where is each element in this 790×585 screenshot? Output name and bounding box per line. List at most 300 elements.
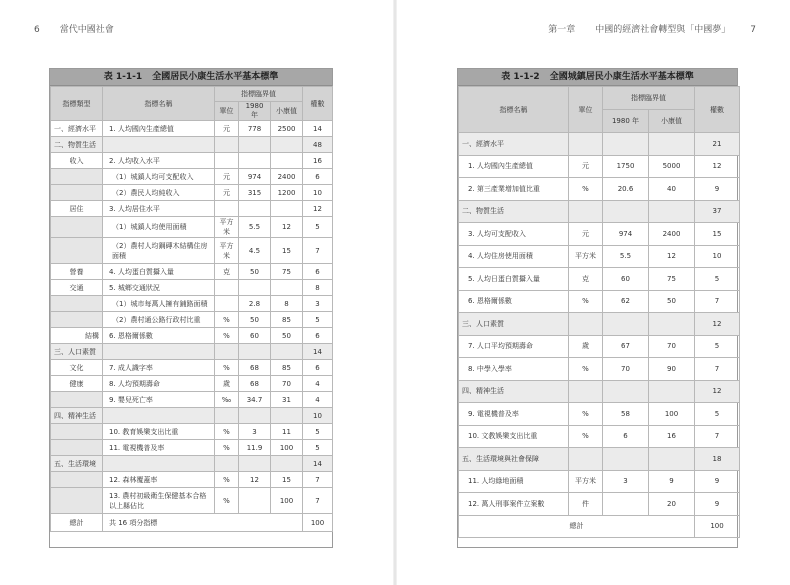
right-table-caption <box>458 69 737 86</box>
xiaokang-cell: 75 <box>649 268 695 291</box>
value-1980-cell <box>239 153 271 169</box>
left-table-caption <box>50 69 332 86</box>
unit-cell <box>215 296 239 312</box>
total-label: 總計 <box>51 514 103 532</box>
weight-cell: 6 <box>303 264 333 280</box>
xiaokang-cell: 100 <box>271 440 303 456</box>
table-row <box>459 335 740 358</box>
indicator-cell: 12. 萬人刑事案件立案數 <box>459 493 569 516</box>
weight-cell: 7 <box>303 238 333 264</box>
weight-cell: 12 <box>695 313 740 336</box>
section-row <box>459 313 740 336</box>
xiaokang-cell <box>271 201 303 217</box>
indicator-cell: 四、精神生活 <box>459 380 569 403</box>
unit-cell: 克 <box>215 264 239 280</box>
unit-cell <box>215 456 239 472</box>
value-1980-cell: 6 <box>603 425 649 448</box>
value-1980-cell: 67 <box>603 335 649 358</box>
weight-cell: 5 <box>695 268 740 291</box>
indicator-cell <box>103 137 215 153</box>
xiaokang-cell <box>271 137 303 153</box>
unit-cell <box>215 201 239 217</box>
left-page-number: 6 <box>34 25 40 35</box>
value-1980-cell: 60 <box>603 268 649 291</box>
xiaokang-cell: 75 <box>271 264 303 280</box>
total-label: 總計 <box>459 515 695 538</box>
weight-cell: 12 <box>303 201 333 217</box>
left-header-unit: 單位 <box>215 102 239 121</box>
indicator-cell: （1）城鎮人均可支配收入 <box>103 169 215 185</box>
xiaokang-cell: 15 <box>271 238 303 264</box>
unit-cell: % <box>215 312 239 328</box>
indicator-cell: 8. 中學入學率 <box>459 358 569 381</box>
right-chapter-label: 第一章 <box>548 25 576 35</box>
weight-cell: 8 <box>303 280 333 296</box>
value-1980-cell: 5.5 <box>603 245 649 268</box>
value-1980-cell: 68 <box>239 360 271 376</box>
table-row <box>51 408 333 424</box>
value-1980-cell: 1750 <box>603 155 649 178</box>
category-cell <box>51 440 103 456</box>
table-row <box>51 440 333 456</box>
unit-cell: % <box>215 328 239 344</box>
category-cell: 文化 <box>51 360 103 376</box>
indicator-cell: （2）農村人均鋼磚木結構住房面積 <box>103 238 215 264</box>
weight-cell: 5 <box>303 312 333 328</box>
left-header-threshold: 指標臨界值 <box>215 87 303 102</box>
value-1980-cell: 34.7 <box>239 392 271 408</box>
value-1980-cell: 12 <box>239 472 271 488</box>
category-cell: 四、精神生活 <box>51 408 103 424</box>
section-row <box>459 448 740 471</box>
value-1980-cell: 50 <box>239 264 271 280</box>
table-row <box>51 456 333 472</box>
table-row <box>51 217 333 238</box>
indicator-cell: 三、人口素質 <box>459 313 569 336</box>
table-row <box>51 185 333 201</box>
indicator-cell: 9. 嬰兒死亡率 <box>103 392 215 408</box>
value-1980-cell <box>239 137 271 153</box>
indicator-cell: 4. 人均蛋白質攝入量 <box>103 264 215 280</box>
table-row <box>51 296 333 312</box>
table-row <box>459 493 740 516</box>
category-cell: 收入 <box>51 153 103 169</box>
table-row <box>459 470 740 493</box>
category-cell <box>51 488 103 514</box>
category-cell <box>51 312 103 328</box>
xiaokang-cell: 12 <box>649 245 695 268</box>
unit-cell: 平方米 <box>215 238 239 264</box>
indicator-cell: （2）農村通公路行政村比重 <box>103 312 215 328</box>
unit-cell <box>569 380 603 403</box>
xiaokang-cell <box>271 456 303 472</box>
indicator-cell: 7. 人口平均預期壽命 <box>459 335 569 358</box>
xiaokang-cell: 9 <box>649 470 695 493</box>
weight-cell: 4 <box>303 392 333 408</box>
value-1980-cell: 974 <box>239 169 271 185</box>
table-row <box>51 360 333 376</box>
table-row <box>459 425 740 448</box>
weight-cell: 5 <box>303 424 333 440</box>
value-1980-cell <box>603 448 649 471</box>
indicator-cell: 5. 人均日蛋白質攝入量 <box>459 268 569 291</box>
value-1980-cell: 778 <box>239 121 271 137</box>
unit-cell: % <box>569 290 603 313</box>
weight-cell: 6 <box>303 169 333 185</box>
category-cell <box>51 424 103 440</box>
weight-cell: 9 <box>695 470 740 493</box>
weight-cell: 10 <box>303 185 333 201</box>
category-cell: 營養 <box>51 264 103 280</box>
weight-cell: 6 <box>303 328 333 344</box>
right-header-1980: 1980 年 <box>603 110 649 133</box>
weight-cell: 15 <box>695 223 740 246</box>
table-row <box>51 201 333 217</box>
table-row <box>51 328 333 344</box>
weight-cell: 9 <box>695 493 740 516</box>
right-header-indicator: 指標名稱 <box>459 87 569 133</box>
category-cell: 一、經濟水平 <box>51 121 103 137</box>
right-header-xiaokang: 小康值 <box>649 110 695 133</box>
unit-cell: 元 <box>215 169 239 185</box>
xiaokang-cell <box>271 153 303 169</box>
right-table-card <box>457 68 738 548</box>
unit-cell: 元 <box>215 185 239 201</box>
left-table-card <box>49 68 333 548</box>
left-table-body <box>51 121 333 532</box>
weight-cell: 5 <box>695 403 740 426</box>
xiaokang-cell: 85 <box>271 360 303 376</box>
unit-cell: 平方米 <box>569 245 603 268</box>
weight-cell: 7 <box>303 472 333 488</box>
left-header-indicator: 指標名稱 <box>103 87 215 121</box>
indicator-cell: 1. 人均國內生產總值 <box>459 155 569 178</box>
indicator-cell: 五、生活環境與社會保障 <box>459 448 569 471</box>
unit-cell: 元 <box>569 223 603 246</box>
total-indicator-count: 共 16 項分指標 <box>103 514 303 532</box>
unit-cell: ‰ <box>215 392 239 408</box>
right-header-unit: 單位 <box>569 87 603 133</box>
table-row <box>51 264 333 280</box>
value-1980-cell: 58 <box>603 403 649 426</box>
unit-cell: 克 <box>569 268 603 291</box>
unit-cell: 歲 <box>569 335 603 358</box>
right-caption-title: 全國城鎮居民小康生活水平基本標準 <box>549 72 694 82</box>
xiaokang-cell: 16 <box>649 425 695 448</box>
weight-cell: 21 <box>695 133 740 156</box>
indicator-cell <box>103 344 215 360</box>
total-row <box>459 515 740 538</box>
weight-cell: 18 <box>695 448 740 471</box>
value-1980-cell: 2.8 <box>239 296 271 312</box>
weight-cell: 6 <box>303 360 333 376</box>
xiaokang-cell: 90 <box>649 358 695 381</box>
indicator-cell: 4. 人均住房使用面積 <box>459 245 569 268</box>
table-row <box>459 178 740 201</box>
weight-cell: 48 <box>303 137 333 153</box>
unit-cell: % <box>215 424 239 440</box>
weight-cell: 5 <box>303 440 333 456</box>
xiaokang-cell: 40 <box>649 178 695 201</box>
value-1980-cell <box>603 133 649 156</box>
unit-cell <box>215 408 239 424</box>
value-1980-cell <box>239 408 271 424</box>
table-row <box>51 392 333 408</box>
left-table <box>50 86 333 532</box>
unit-cell: 歲 <box>215 376 239 392</box>
xiaokang-cell: 85 <box>271 312 303 328</box>
unit-cell: % <box>215 488 239 514</box>
table-row <box>51 280 333 296</box>
unit-cell: % <box>569 358 603 381</box>
xiaokang-cell: 15 <box>271 472 303 488</box>
table-row <box>51 121 333 137</box>
right-chapter-title: 中國的經濟社會轉型與「中國夢」 <box>595 25 731 35</box>
value-1980-cell: 70 <box>603 358 649 381</box>
section-row <box>459 380 740 403</box>
total-weight: 100 <box>695 515 740 538</box>
unit-cell: 件 <box>569 493 603 516</box>
value-1980-cell <box>603 313 649 336</box>
value-1980-cell: 315 <box>239 185 271 201</box>
table-row <box>459 403 740 426</box>
weight-cell: 7 <box>695 290 740 313</box>
unit-cell: 平方米 <box>215 217 239 238</box>
indicator-cell: 3. 人均居住水平 <box>103 201 215 217</box>
unit-cell: 元 <box>215 121 239 137</box>
left-caption-number: 表 1-1-1 <box>103 72 143 82</box>
unit-cell: % <box>569 178 603 201</box>
left-running-head <box>34 22 114 35</box>
value-1980-cell <box>239 344 271 360</box>
category-cell: 結構 <box>51 328 103 344</box>
right-table <box>458 86 740 538</box>
indicator-cell: 12. 森林覆蓋率 <box>103 472 215 488</box>
indicator-cell: 6. 恩格爾係數 <box>103 328 215 344</box>
category-cell: 五、生活環境 <box>51 456 103 472</box>
xiaokang-cell <box>649 448 695 471</box>
weight-cell: 10 <box>303 408 333 424</box>
xiaokang-cell: 2400 <box>649 223 695 246</box>
indicator-cell: 7. 成人識字率 <box>103 360 215 376</box>
indicator-cell: 3. 人均可支配收入 <box>459 223 569 246</box>
weight-cell: 10 <box>695 245 740 268</box>
value-1980-cell: 50 <box>239 312 271 328</box>
indicator-cell: 9. 電視機普及率 <box>459 403 569 426</box>
xiaokang-cell: 12 <box>271 217 303 238</box>
weight-cell: 3 <box>303 296 333 312</box>
unit-cell <box>215 344 239 360</box>
indicator-cell: 2. 第三產業增加值比重 <box>459 178 569 201</box>
section-row <box>459 200 740 223</box>
right-running-head <box>548 22 756 35</box>
total-row <box>51 514 333 532</box>
xiaokang-cell: 2400 <box>271 169 303 185</box>
value-1980-cell: 5.5 <box>239 217 271 238</box>
weight-cell: 37 <box>695 200 740 223</box>
right-page-number: 7 <box>750 25 756 35</box>
category-cell: 居住 <box>51 201 103 217</box>
unit-cell: % <box>215 472 239 488</box>
xiaokang-cell: 100 <box>649 403 695 426</box>
left-header-xiaokang: 小康值 <box>271 102 303 121</box>
value-1980-cell: 20.6 <box>603 178 649 201</box>
category-cell: 健康 <box>51 376 103 392</box>
category-cell <box>51 472 103 488</box>
xiaokang-cell: 100 <box>271 488 303 514</box>
indicator-cell: 一、經濟水平 <box>459 133 569 156</box>
category-cell: 交通 <box>51 280 103 296</box>
value-1980-cell <box>239 201 271 217</box>
category-cell <box>51 238 103 264</box>
xiaokang-cell: 11 <box>271 424 303 440</box>
category-cell <box>51 392 103 408</box>
xiaokang-cell <box>649 200 695 223</box>
xiaokang-cell: 8 <box>271 296 303 312</box>
value-1980-cell <box>603 380 649 403</box>
indicator-cell <box>103 456 215 472</box>
unit-cell: 元 <box>569 155 603 178</box>
unit-cell: 平方米 <box>569 470 603 493</box>
weight-cell: 14 <box>303 121 333 137</box>
table-row <box>51 472 333 488</box>
weight-cell: 7 <box>695 358 740 381</box>
indicator-cell: 11. 電視機普及率 <box>103 440 215 456</box>
weight-cell: 7 <box>303 488 333 514</box>
value-1980-cell <box>239 456 271 472</box>
indicator-cell: （1）城市每萬人擁有鋪路面積 <box>103 296 215 312</box>
value-1980-cell <box>239 488 271 514</box>
indicator-cell: （2）農民人均純收入 <box>103 185 215 201</box>
value-1980-cell: 4.5 <box>239 238 271 264</box>
xiaokang-cell: 31 <box>271 392 303 408</box>
xiaokang-cell <box>649 313 695 336</box>
section-row <box>459 133 740 156</box>
right-header-weight: 權數 <box>695 87 740 133</box>
value-1980-cell: 974 <box>603 223 649 246</box>
weight-cell: 16 <box>303 153 333 169</box>
indicator-cell: 二、物質生活 <box>459 200 569 223</box>
xiaokang-cell <box>649 133 695 156</box>
xiaokang-cell: 20 <box>649 493 695 516</box>
weight-cell: 12 <box>695 155 740 178</box>
xiaokang-cell <box>271 408 303 424</box>
left-book-title: 當代中國社會 <box>59 25 114 35</box>
table-row <box>51 488 333 514</box>
unit-cell: % <box>215 440 239 456</box>
left-header-1980: 1980 年 <box>239 102 271 121</box>
unit-cell: % <box>215 360 239 376</box>
unit-cell: % <box>569 425 603 448</box>
value-1980-cell: 62 <box>603 290 649 313</box>
category-cell <box>51 296 103 312</box>
right-header-threshold: 指標臨界值 <box>603 87 695 110</box>
table-row <box>51 312 333 328</box>
xiaokang-cell <box>271 344 303 360</box>
value-1980-cell <box>603 200 649 223</box>
right-table-body <box>459 133 740 538</box>
value-1980-cell: 60 <box>239 328 271 344</box>
table-row <box>51 376 333 392</box>
xiaokang-cell: 50 <box>649 290 695 313</box>
table-row <box>459 245 740 268</box>
category-cell <box>51 169 103 185</box>
weight-cell: 14 <box>303 456 333 472</box>
right-caption-number: 表 1-1-2 <box>501 72 540 82</box>
value-1980-cell: 3 <box>239 424 271 440</box>
table-row <box>459 358 740 381</box>
indicator-cell: 10. 文教娛樂支出比重 <box>459 425 569 448</box>
value-1980-cell: 3 <box>603 470 649 493</box>
table-row <box>459 268 740 291</box>
xiaokang-cell <box>649 380 695 403</box>
xiaokang-cell: 50 <box>271 328 303 344</box>
table-row <box>459 223 740 246</box>
table-row <box>459 155 740 178</box>
weight-cell: 4 <box>303 376 333 392</box>
value-1980-cell <box>603 493 649 516</box>
unit-cell <box>569 200 603 223</box>
xiaokang-cell: 5000 <box>649 155 695 178</box>
unit-cell <box>569 448 603 471</box>
xiaokang-cell: 70 <box>271 376 303 392</box>
total-weight: 100 <box>303 514 333 532</box>
indicator-cell: 11. 人均綠地面積 <box>459 470 569 493</box>
indicator-cell: 13. 農村初級衛生保健基本合格以上縣佔比 <box>103 488 215 514</box>
category-cell: 二、物質生活 <box>51 137 103 153</box>
table-row <box>459 290 740 313</box>
table-row <box>51 153 333 169</box>
table-row <box>51 344 333 360</box>
category-cell <box>51 217 103 238</box>
value-1980-cell <box>239 280 271 296</box>
weight-cell: 12 <box>695 380 740 403</box>
indicator-cell: 2. 人均收入水平 <box>103 153 215 169</box>
table-row <box>51 137 333 153</box>
xiaokang-cell: 2500 <box>271 121 303 137</box>
weight-cell: 7 <box>695 425 740 448</box>
page-gutter <box>393 0 397 585</box>
unit-cell <box>215 280 239 296</box>
indicator-cell: 5. 城鄉交通狀況 <box>103 280 215 296</box>
table-row <box>51 169 333 185</box>
unit-cell: % <box>569 403 603 426</box>
category-cell <box>51 185 103 201</box>
indicator-cell: 6. 恩格爾係數 <box>459 290 569 313</box>
xiaokang-cell <box>271 280 303 296</box>
weight-cell: 5 <box>695 335 740 358</box>
xiaokang-cell: 70 <box>649 335 695 358</box>
left-header-category: 指標類型 <box>51 87 103 121</box>
unit-cell <box>215 153 239 169</box>
table-row <box>51 238 333 264</box>
left-header-weight: 權數 <box>303 87 333 121</box>
unit-cell <box>215 137 239 153</box>
weight-cell: 9 <box>695 178 740 201</box>
indicator-cell: （1）城鎮人均使用面積 <box>103 217 215 238</box>
indicator-cell: 8. 人均預期壽命 <box>103 376 215 392</box>
indicator-cell: 10. 教育娛樂支出比重 <box>103 424 215 440</box>
xiaokang-cell: 1200 <box>271 185 303 201</box>
value-1980-cell: 68 <box>239 376 271 392</box>
weight-cell: 14 <box>303 344 333 360</box>
indicator-cell <box>103 408 215 424</box>
weight-cell: 5 <box>303 217 333 238</box>
unit-cell <box>569 313 603 336</box>
unit-cell <box>569 133 603 156</box>
table-row <box>51 424 333 440</box>
left-caption-title: 全國居民小康生活水平基本標準 <box>152 72 279 82</box>
